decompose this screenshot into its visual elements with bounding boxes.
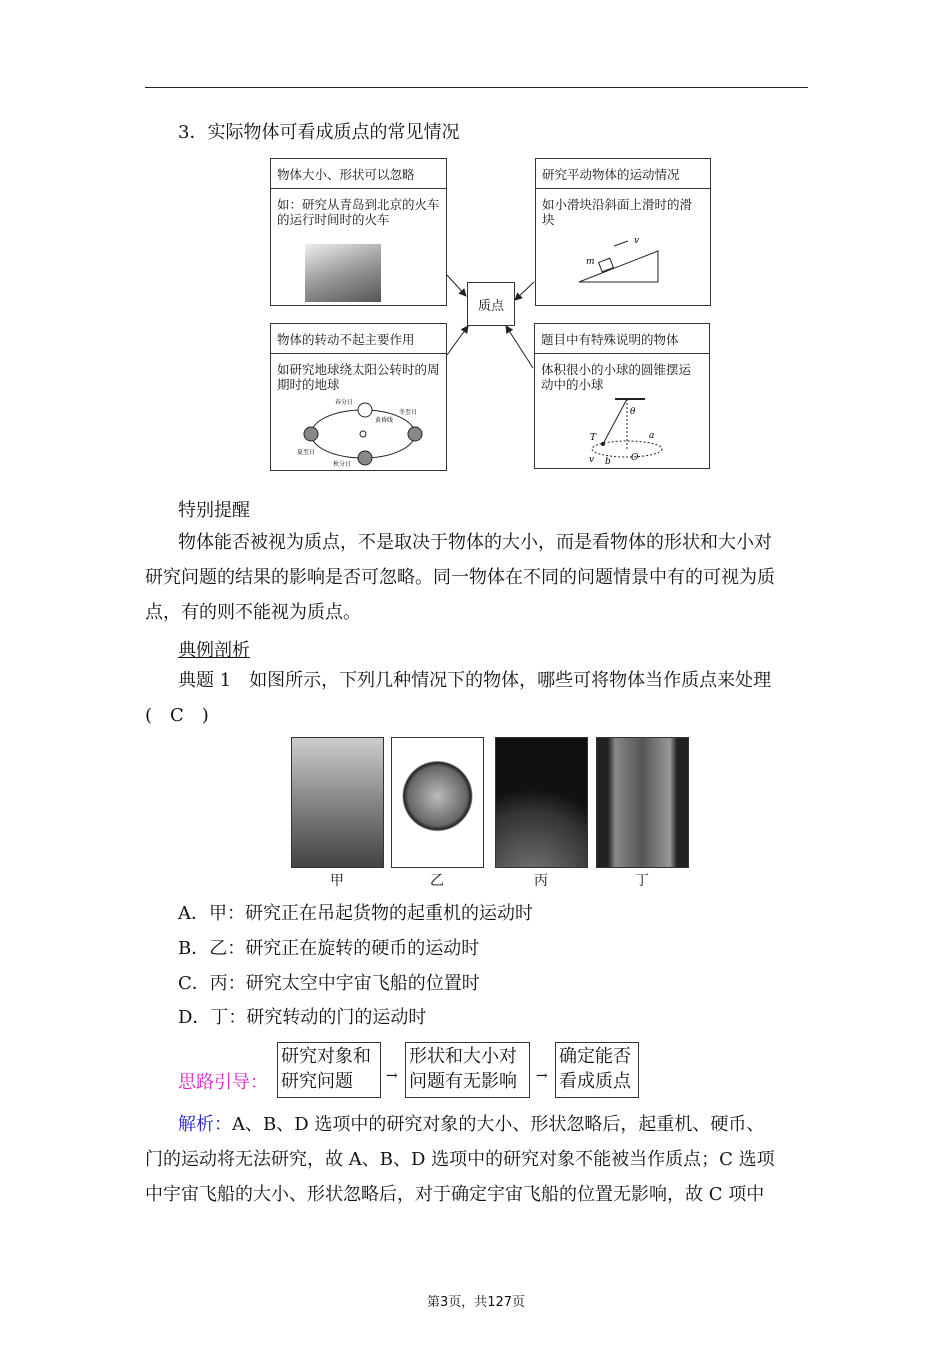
pendulum-label: O — [631, 453, 639, 463]
pendulum-label: a — [649, 431, 655, 441]
caption-yi: 乙 — [430, 873, 444, 889]
arrow-icon: → — [386, 1068, 398, 1084]
arrow-icon: → — [536, 1068, 548, 1084]
box-body: 如：研究从青岛到北京的火车的运行时间时的火车 — [277, 197, 440, 227]
orbit-label: 冬至日 — [399, 409, 418, 416]
box-header: 研究平动物体的运动情况 — [536, 159, 710, 189]
guide-label: 思路引导： — [178, 1072, 268, 1093]
crane-image — [291, 737, 384, 868]
question-text: 如图所示，下列几种情况下的物体，哪些可将物体当作质点来处理 — [249, 670, 772, 691]
spaceship-image — [495, 737, 588, 868]
guide-text: 研究问题 — [281, 1071, 353, 1092]
pendulum-label: T — [590, 433, 597, 443]
mass-label: m — [586, 257, 595, 267]
door-image — [596, 737, 689, 868]
coin-image — [391, 737, 484, 868]
guide-step-1 — [277, 1042, 381, 1098]
pendulum-label: b — [605, 457, 611, 466]
box-header: 物体大小、形状可以忽略 — [271, 159, 446, 189]
center-node: 质点 — [467, 282, 515, 326]
question-label: 典题 1 — [178, 670, 232, 691]
text-line: A、B、D 选项中的研究对象的大小、形状忽略后，起重机、硬币、 — [232, 1114, 765, 1135]
question — [145, 663, 825, 733]
text-line: 中宇宙飞船的大小、形状忽略后，对于确定宇宙飞船的位置无影响，故 C 项中 — [145, 1184, 765, 1205]
text-line: 研究问题的结果的影响是否可忽略。同一物体在不同的问题情景中有的可视为质 — [145, 567, 775, 588]
guide-text: 确定能否 — [559, 1046, 631, 1067]
text-line: 门的运动将无法研究，故 A、B、D 选项中的研究对象不能被当作质点；C 选项 — [145, 1149, 775, 1170]
caption-jia: 甲 — [330, 873, 344, 889]
analysis-label: 解析： — [178, 1114, 232, 1135]
page-footer: 第3页，共127页 — [426, 1295, 526, 1310]
diagram-box-translation — [535, 158, 711, 306]
tip-title: 特别提醒 — [178, 500, 250, 521]
answer: ( C ) — [145, 705, 209, 726]
box-header: 物体的转动不起主要作用 — [271, 324, 446, 354]
guide-step-2 — [405, 1042, 530, 1098]
section-title: 3．实际物体可看成质点的常见情况 — [178, 122, 460, 143]
text-line: 物体能否被视为质点，不是取决于物体的大小，而是看物体的形状和大小对 — [178, 532, 772, 553]
option-d: D．丁：研究转动的门的运动时 — [178, 1007, 427, 1028]
velocity-label: v — [634, 236, 640, 246]
orbit-label: 黄昏线 — [375, 417, 394, 424]
caption-bing: 丙 — [534, 873, 548, 889]
box-header: 题目中有特殊说明的物体 — [535, 324, 709, 354]
guide-text: 问题有无影响 — [409, 1071, 517, 1092]
diagram-arrows — [0, 0, 952, 500]
tip-paragraph — [145, 525, 825, 630]
option-c: C．丙：研究太空中宇宙飞船的位置时 — [178, 973, 480, 994]
caption-ding: 丁 — [635, 873, 649, 889]
guide-text: 研究对象和 — [281, 1046, 371, 1067]
box-body: 如小滑块沿斜面上滑时的滑块 — [542, 197, 693, 227]
orbit-label: 春分日 — [335, 399, 354, 406]
orbit-label: 秋分日 — [333, 461, 352, 468]
box-body: 如研究地球绕太阳公转时的周期时的地球 — [277, 362, 440, 392]
diagram-box-rotation — [270, 323, 447, 471]
train-image — [305, 244, 381, 302]
example-heading: 典例剖析 — [178, 640, 250, 661]
pendulum-label: v — [589, 455, 595, 465]
option-a: A．甲：研究正在吊起货物的起重机的运动时 — [178, 903, 533, 924]
conical-pendulum-figure — [585, 394, 685, 466]
pendulum-label: θ — [630, 407, 636, 417]
guide-text: 形状和大小对 — [409, 1046, 517, 1067]
diagram-box-special — [534, 323, 710, 469]
guide-step-3 — [555, 1042, 639, 1098]
diagram-box-size-ignorable — [270, 158, 447, 306]
incline-figure — [576, 234, 666, 284]
orbit-label: 夏至日 — [297, 449, 316, 456]
text-line: 点，有的则不能视为质点。 — [145, 602, 361, 623]
option-b: B．乙：研究正在旋转的硬币的运动时 — [178, 938, 480, 959]
earth-orbit-figure — [295, 396, 435, 468]
guide-text: 看成质点 — [559, 1071, 631, 1092]
analysis — [145, 1107, 825, 1212]
box-body: 体积很小的小球的圆锥摆运动中的小球 — [541, 362, 692, 392]
